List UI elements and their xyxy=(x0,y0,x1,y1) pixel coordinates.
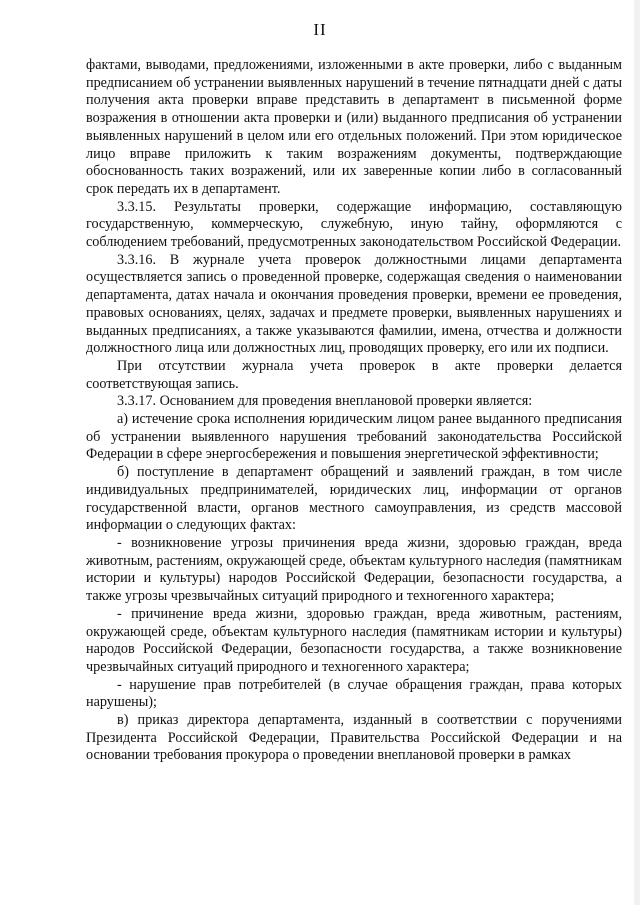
paragraph-journal-absence: При отсутствии журнала учета проверок в акте проверки делается соответствующая запись. xyxy=(86,357,622,392)
list-item-harm: - причинение вреда жизни, здоровью граждан, вреда животным, растениям, окружающей среде, объектам культурного наследия (памятникам истории и культуры) народов Российской Федерации, безопасности государства, а также возникновение чрезвычайных ситуаций природного и техногенного характера; xyxy=(86,605,622,675)
paragraph-3-3-17: 3.3.17. Основанием для проведения внеплановой проверки является: xyxy=(117,393,533,410)
list-item-threat: - возникновение угрозы причинения вреда жизни, здоровью граждан, вреда животным, растениям, окружающей среде, объектам культурного наследия (памятникам истории и культуры) народов Российской Федерации, безопасности государства, а также угрозы чрезвычайных ситуаций природного и техногенного характера; xyxy=(86,534,622,605)
paragraph-3-3-16: 3.3.16. В журнале учета проверок должностными лицами департамента осуществляется запись о проведенной проверке, содержащая сведения о наименовании департамента, датах начала и окончания проведения проверки, времени ее проведения, правовых основаниях, целях, задачах и предмете проверки, выявленных нарушениях и выданных предписаниях, а также указываются фамилии, имена, отчества и должности должностного лица или должностных лиц, проводящих проверку, его или их подписи. xyxy=(86,251,622,357)
page-edge xyxy=(634,0,640,905)
list-item-consumer-rights: - нарушение прав потребителей (в случае обращения граждан, права которых нарушены); xyxy=(86,676,622,711)
list-item-a: а) истечение срока исполнения юридическим лицом ранее выданного предписания об устранении выявленного нарушения требований законодательства Российской Федерации в сфере энергосбережения и повышения энергетической эффективности; xyxy=(86,411,622,463)
list-item-b: б) поступление в департамент обращений и заявлений граждан, в том числе индивидуальных предпринимателей, юридических лиц, информации от органов государственной власти, органов местного самоуправления, из средств массовой информации о следующих фактах: xyxy=(86,464,622,534)
document-body xyxy=(86,57,622,765)
list-item-v: в) приказ директора департамента, изданный в соответствии с поручениями Президента Российской Федерации, Правительства Российской Федерации и на основании требования прокурора о проведении внеплановой проверки в рамках xyxy=(86,712,622,764)
paragraph-3-3-15: 3.3.15. Результаты проверки, содержащие информацию, составляющую государственную, коммерческую, служебную, иную тайну, оформляются с соблюдением требований, предусмотренных законодательством Российской Федерации. xyxy=(86,198,622,251)
page-number: II xyxy=(313,20,327,39)
paragraph-continuation: фактами, выводами, предложениями, изложенными в акте проверки, либо с выданным предписанием об устранении выявленных нарушений в течение пятнадцати дней с даты получения акта проверки вправе представить в департамент в письменной форме возражения в отношении акта проверки и (или) выданного предписания об устранении выявленных нарушений в целом или его отдельных положений. При этом юридическое лицо вправе приложить к таким возражениям документы, подтверждающие обоснованность таких возражений, или их заверенные копии либо в согласованный срок передать их в департамент. xyxy=(86,57,622,197)
